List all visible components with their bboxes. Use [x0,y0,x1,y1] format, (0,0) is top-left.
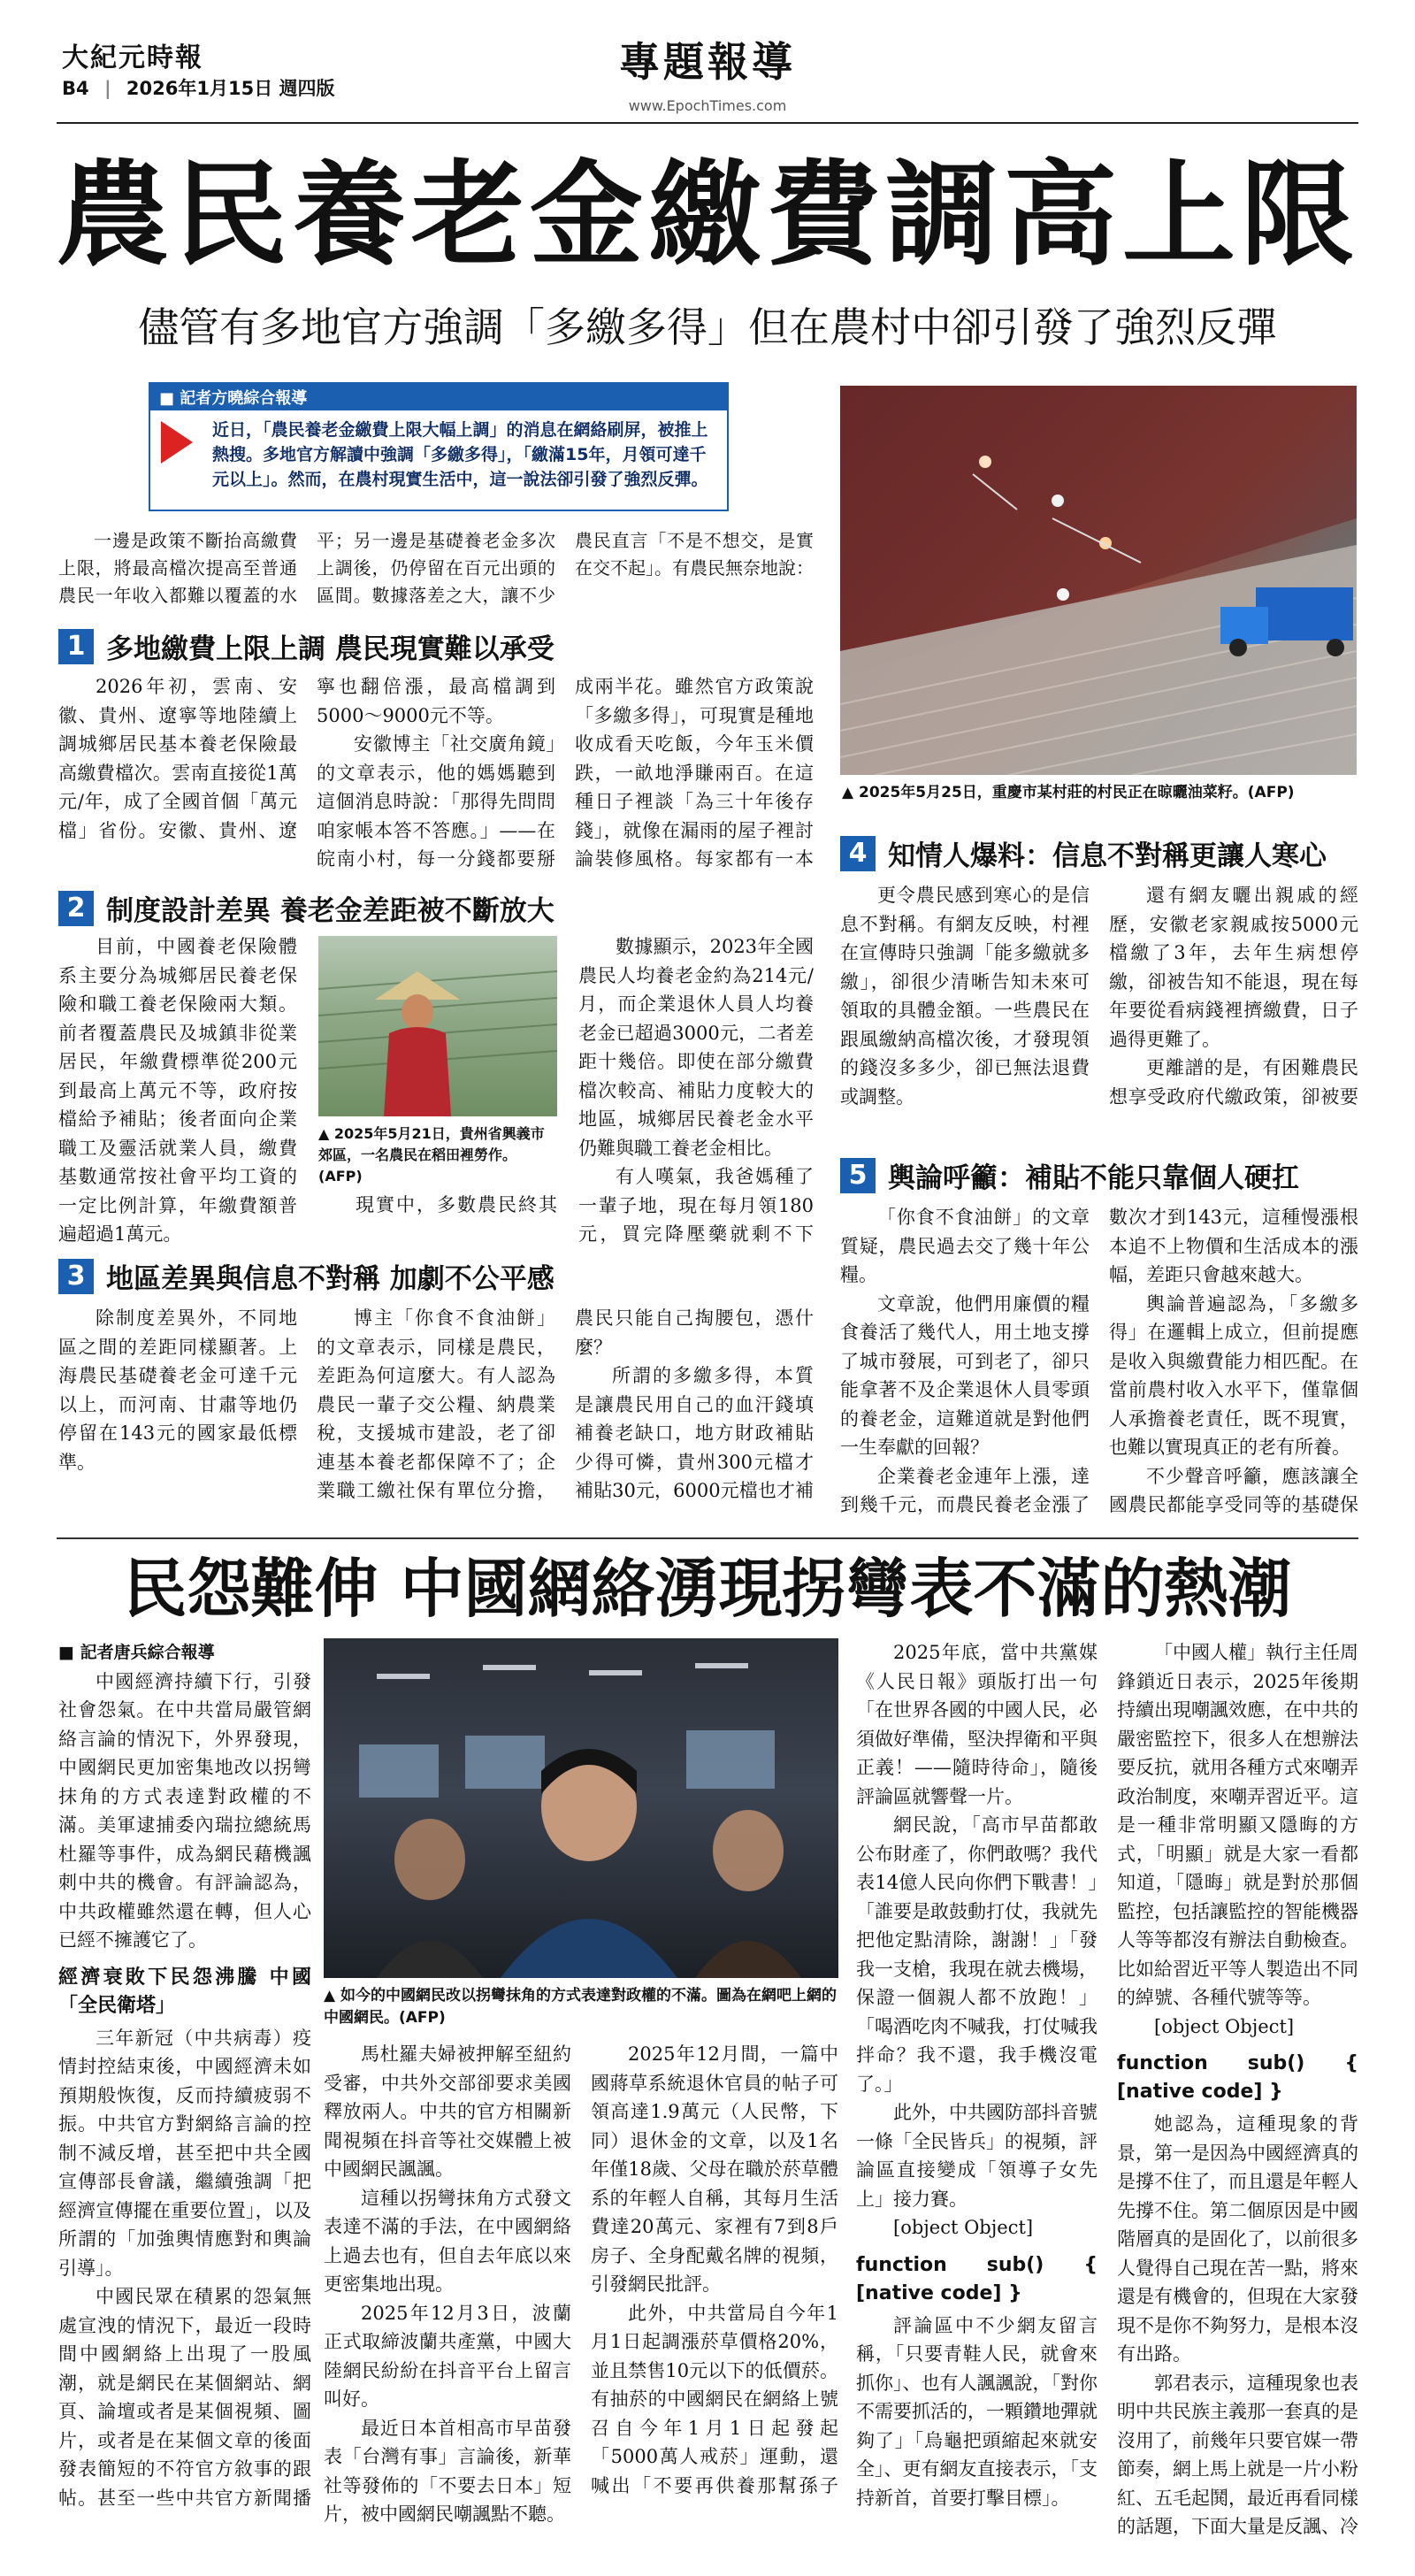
paragraph: 還有網友曬出親戚的經歷，安徽老家親戚按5000元檔繳了3年，去年生病想停繳，卻被告知不能退，現在每年要從看病錢裡擠繳費，日子過得更難了。 [1109,885,1358,1050]
paragraph: 三年新冠（中共病毒）疫情封控結束後，中國經濟未如預期般恢復，反而持續疲弱不振。中共官方對網絡言論的控制不減反增，甚至把中共全國宣傳部長會議，繼續強調「把經濟宣傳擺在重要位置」，以及所謂的「加強輿情應對和輿論引導」。 [58,2027,311,2279]
section-title: 知情人爆料：信息不對稱更讓人寒心 [888,840,1327,872]
paragraph: 她認為，這種現象的背景，第一是因為中國經濟真的是撐不住了，而且還是年輕人先撐不住。第二個原因是中國階層真的是固化了，以前很多人覺得自己現在苦一點，將來還是有機會的，但現在大家發現不是你不夠努力，是根本沒有出路。 [1117,2113,1358,2365]
section-4-body [840,881,1358,1154]
paragraph: 文章說，他們用廉價的糧食養活了幾代人，用土地支撐了城市發展，可到老了，卻只能拿著不及企業退休人員零頭的養老金，這難道就是對他們一生奉獻的回報？ [840,1292,1090,1458]
paragraph: 安徽博主「社交廣角鏡」的文章表示，他的媽媽聽到這個消息時說：「那得先問問咱家帳本答不答應。」——在皖南小村，每一分錢都要掰成兩半花。雖然官方政策說「多繳多得」，可現實是種地收成看天吃飯，今年玉米價跌，一畝地淨賺兩百。在這種日子裡談「為三十年後存錢」，就像在漏雨的屋子裡討論裝修風格。每家都有一本 [317,676,814,870]
masthead-info [62,74,335,101]
paragraph: 網民說，「高市早苗都敢公布財產了，你們敢嗎？我代表14億人民向你們下戰書！」「誰要是敢鼓動打仗，我就先把他定點清除，謝謝！」「發我一支槍，我現在就去機場，保證一個親人都不放跑！」「喝酒吃肉不喊我，打仗喊我拌命？我不還，我手機沒電了。」 [856,1814,1098,2095]
paragraph: 數據顯示，2023年全國農民人均養老金約為214元/月，而企業退休人員人均養老金已超過3000元，二者差距十幾倍。即使在部分繳費檔次較高、補貼力度較大的地區，城鄉居民養老金水平仍難與職工養老金相比。 [578,936,814,1159]
section-title: 地區差異與信息不對稱 加劇不公平感 [106,1263,555,1295]
photo-rapeseed-drying [840,386,1357,775]
paragraph: 郭君表示，這種現象也表明中共民族主義那一套真的是沒用了，前幾年只要官媒一帶節奏，網上馬上就是一片小粉紅、五毛起鬨，最近再看同樣的話題，下面大量是反諷、冷 [1117,2372,1358,2537]
section-3-body [58,1304,814,1529]
section-title: 輿論呼籲：補貼不能只靠個人硬扛 [888,1162,1299,1194]
story2-col4-5 [856,1638,1358,2549]
farmer-illustration [318,936,557,1116]
paragraph: 「你食不食油餅」的文章質疑，農民過去交了幾十年公糧。 [840,1207,1090,1285]
paragraph: 中國民眾在積累的怨氣無處宣洩的情況下，最近一段時間中國網絡上出現了一股風潮，就是網民在某個網站、網頁、論壇或者是某個視頻、圖片，或者是在某個文章的後面發表簡短的不符官方敘事的跟帖。甚至一些中共官方新聞播 [58,2286,311,2509]
section-2-body-col2 [318,1191,557,1244]
paragraph: 企業養老金連年上漲，達到幾千元，而農民養老金漲了數次才到143元，這種慢漲根本追不上物價和生活成本的漲幅，差距只會越來越大。 [840,1207,1358,1515]
story1-intro [58,527,814,616]
paragraph: 「中國人權」執行主任周鋒鎖近日表示，2025年後期持續出現嘲諷效應，在中共的嚴密監控下，很多人在想辦法要反抗，就用各種方式來嘲弄政治制度，來嘲弄習近平。這是一種非常明顯又隱晦的方式，「明顯」就是大家一看都知道，「隱晦」就是對於那個監控，包括讓監控的智能機器人等等都沒有辦法自動檢查。比如給習近平等人製造出不同的綽號、各種代號等等。 [1117,1642,1358,2008]
photo-farmer-ricefield [318,936,557,1116]
photo-internet-cafe [324,1638,838,1978]
lead-text: 近日，「農民養老金繳費上限大幅上調」的消息在網絡刷屏，被推上熱搜。多地官方解讀中強調「多繳多得」，「繳滿15年，月領可達千元以上」。然而，在農村現實生活中，這一說法卻引發了強烈反彈。 [150,410,727,492]
section-5-body [840,1203,1358,1529]
photo2-caption: ▲ 2025年5月21日，貴州省興義市郊區，一名農民在稻田裡勞作。(AFP) [318,1125,545,1184]
story2-col2-3 [324,2040,838,2549]
story1-byline: ■ 記者方曉綜合報導 [150,384,727,410]
paragraph: 更令農民感到寒心的是信息不對稱。有網友反映，村裡在宣傳時只強調「能多繳就多繳」，卻很少清晰告知未來可領取的具體金額。一些農民在跟風繳納高檔次後，才發現領的錢沒多多少，卻已無法退費或調整。 [840,885,1090,1108]
divider: | [103,78,111,99]
section-number: 5 [840,1158,876,1193]
section-5-heading [840,1155,1299,1195]
story2-subhead-2: function sub() { [native code] } [856,2253,1098,2304]
paragraph: 此外，中共國防部抖音號一條「全民皆兵」的視頻，評論區直接變成「領導子女先上」接力賽。 [856,2102,1098,2210]
story-divider [57,1537,1358,1539]
section-number: 4 [840,836,876,871]
lead-box [149,382,729,511]
section-title: 制度設計差異 養老金差距被不斷放大 [106,895,555,927]
paragraph: 現實中，多數農民終其 [356,1194,557,1215]
paragraph: 目前，中國養老保險體系主要分為城鄉居民養老保險和職工養老保險兩大類。前者覆蓋農民及城鎮非從業居民，年繳費標準從200元到最高上萬元不等，政府按檔給予補貼；後者面向企業職工及靈活就業人員，繳費基數通常按社會平均工資的一定比例計算，年繳費額普遍超過1萬元。 [58,936,297,1245]
section-number: 3 [58,1259,94,1294]
paragraph: 這種以拐彎抹角方式發文表達不滿的手法，在中國網絡上過去也有，但自去年底以來更密集地出現。 [324,2187,571,2295]
section-3-heading [58,1256,555,1296]
section-title: 專題報導 [619,38,796,86]
section-title: 多地繳費上限上調 農民現實難以承受 [106,633,555,665]
paragraph: 博主「你食不食油餅」的文章表示，同樣是農民，差距為何這麼大。有人認為農民一輩子交公糧、納農業稅，支援城市建設，老了卻連基本養老都保障不了；企業職工繳社保有單位分擔，農民只能自己掏腰包，憑什麼？ [317,1307,814,1501]
site-url: www.EpochTimes.com [628,97,787,114]
paragraph: 所謂的多繳多得，本質是讓農民用自己的血汗錢填補養老缺口，地方財政補貼少得可憐，貴州300元檔才補貼30元，6000元檔也才補 [575,1365,814,1501]
paragraph: 中國經濟持續下行，引發社會怨氣。在中共當局嚴管網絡言論的情況下，外界發現，中國網民更加密集地改以拐彎抹角的方式表達對政權的不滿。美軍逮捕委內瑞拉總統馬杜羅等事件，成為網民藉機諷刺中共的機會。有評論認為，中共政權雖然還在轉，但人心已經不擁護它了。 [58,1670,311,1951]
paragraph: 2025年12月間，一篇中國蔣草系統退休官員的帖子可領高達1.9萬元（人民幣，下同）退休金的文章，以及1名年僅18歲、父母在職於菸草體系的年輕人自稱，其每月生活費達20萬元、家裡有7到8戶房子、全身配戴名牌的視頻，引發網民批評。 [591,2043,838,2295]
section-2-heading [58,888,555,928]
arrow-icon [161,421,193,464]
page-number: B4 [62,78,89,99]
story2-col1 [58,1638,311,2549]
paragraph: 有人嘆氣，我爸媽種了一輩子地，現在每月領180元，買完降壓藥就剩不下 [578,1166,814,1245]
paragraph: 最近日本首相高市早苗發表「台灣有事」言論後，新華社等發佈的「不要去日本」短片，被中國網民嘲諷點不聽。 [324,2417,571,2525]
paragraph: 此外，中共當局自今年1月1日起調漲菸草價格20%，並且禁售10元以下的低價菸。有抽菸的中國網民在網絡上號召自今年1月1日起發起「5000萬人戒菸」運動，還喊出「不要再供養那幫孫子 [591,2302,838,2496]
section-number: 2 [58,891,94,926]
paragraph: 不少聲音呼籲，應該讓全國農民都能享受同等的基礎保 [1109,1465,1358,1515]
photo1-caption: ▲ 2025年5月25日，重慶市某村莊的村民正在晾曬油菜籽。(AFP) [842,784,1295,801]
section-number: 1 [58,629,94,664]
drying-field-illustration [840,386,1357,775]
paragraph: 2026年初，雲南、安徽、貴州、遼寧等地陸續上調城鄉居民基本養老保險最高繳費檔次。雲南直接從1萬元/年，成了全國首個「萬元檔」省份。安徽、貴州、遼寧也翻倍漲，最高檔調到5000～9000元不等。 [58,676,555,841]
intro-paragraph: 一邊是政策不斷抬高繳費上限，將最高檔次提高至普通農民一年收入都難以覆蓋的水平；另一邊是基礎養老金多次上調後，仍停留在百元出頭的區間。數據落差之大，讓不少農民直言「不是不想交，是實在交不起」。有農民無奈地說： [58,530,814,606]
paragraph: 除制度差異外，不同地區之間的差距同樣顯著。上海農民基礎養老金可達千元以上，而河南、甘肅等地仍停留在143元的國家最低標準。 [58,1307,297,1473]
section-2-body-col1 [58,932,297,1251]
paragraph: [object Object] [1154,2015,1295,2037]
paragraph: 2025年12月3日，波蘭正式取締波蘭共產黨，中國大陸網民紛紛在抖音平台上留言叫好。 [324,2302,571,2410]
internet-cafe-illustration [324,1638,838,1978]
section-1-body [58,672,814,885]
paragraph: 馬杜羅夫婦被押解至紐約受審，中共外交部卻要求美國釋放兩人。中共的官方相關新聞視頻在抖音等社交媒體上被中國網民諷諷。 [324,2043,571,2180]
paragraph: 評論區中不少網友留言稱，「只要青鞋人民，就會來抓你」、也有人諷諷說，「對你不需要抓活的，一顆鑽地彈就夠了」「烏龜把頭縮起來就安全」、更有網友直接表示，「支持新首，首要打擊目標」。 [856,2314,1098,2509]
story1-headline: 農民養老金繳費調高上限 [55,149,1359,281]
story2-byline: ■ 記者唐兵綜合報導 [58,1643,215,1662]
paragraph: 2025年底，當中共黨媒《人民日報》頭版打出一句「在世界各國的中國人民，必須做好準備，堅決捍衛和平與正義！——隨時待命」，隨後評論區就響聲一片。 [856,1642,1098,1807]
story2-subhead-1: 經濟衰敗下民怨沸騰 中國「全民衛塔」 [58,1966,311,2017]
section-4-heading [840,833,1327,873]
paragraph: 更離譜的是，有困難農民想享受政府代繳政策，卻被要 [1109,1057,1358,1108]
paragraph: [object Object] [893,2217,1034,2238]
story2-photo-caption: ▲ 如今的中國網民改以拐彎抹角的方式表達對政權的不滿。圖為在網吧上網的中國網民。(AFP) [324,1987,837,2027]
section-1-heading [58,626,555,666]
paragraph: 輿論普遍認為，「多繳多得」在邏輯上成立，但前提應是收入與繳費能力相匹配。在當前農村收入水平下，僅靠個人承擔養老責任，既不現實，也難以實現真正的老有所養。 [1109,1292,1358,1458]
issue-date: 2026年1月15日 週四版 [126,78,335,99]
story2-subhead-3: function sub() { [native code] } [1117,2052,1358,2103]
header-rule [57,122,1358,124]
section-2-body-col3 [578,932,814,1251]
masthead-logo: 大紀元時報 [62,42,203,73]
story2-headline: 民怨難伸 中國網絡湧現拐彎表不滿的熱潮 [123,1552,1292,1626]
story1-subheadline: 儘管有多地官方強調「多繳多得」但在農村中卻引發了強烈反彈 [138,303,1277,351]
